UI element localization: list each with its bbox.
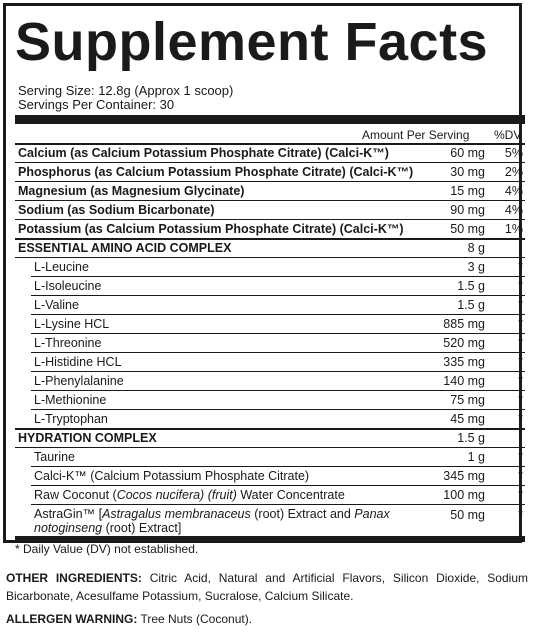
blend-amount: 1.5 g [457, 431, 485, 445]
nutrient-name: Potassium (as Calcium Potassium Phosphate Citrate) (Calci-K™) [18, 222, 404, 236]
ingredient-name: L-Methionine [34, 393, 107, 407]
ingredient-amount: 885 mg [443, 317, 485, 331]
ingredient-name: L-Isoleucine [34, 279, 102, 293]
ingredient-row [18, 277, 523, 296]
nutrient-row [18, 201, 523, 220]
ingredient-dv: * [518, 317, 523, 331]
nutrient-dv: 4% [504, 203, 523, 217]
ingredient-amount: 1.5 g [457, 298, 485, 312]
blend-name: HYDRATION COMPLEX [18, 431, 157, 445]
nutrient-amount: 15 mg [450, 184, 485, 198]
ingredient-amount: 75 mg [450, 393, 485, 407]
allergen-text: Tree Nuts (Coconut). [137, 612, 253, 626]
ingredient-dv: * [518, 355, 523, 369]
ingredient-row [18, 504, 523, 538]
ingredient-name: L-Valine [34, 298, 79, 312]
ingredient-amount: 3 g [467, 260, 485, 274]
ingredient-name: Calci-K™ (Calcium Potassium Phosphate Citrate) [34, 469, 310, 483]
supplement-facts-panel [3, 3, 522, 543]
nutrient-row [18, 144, 523, 163]
ingredient-name: L-Phenylalanine [34, 374, 124, 388]
ingredient-row [18, 353, 523, 372]
ingredient-row [18, 448, 523, 467]
ingredient-dv: * [518, 336, 523, 350]
amount-header: Amount Per Serving [362, 128, 470, 142]
nutrient-dv: 4% [504, 184, 523, 198]
ingredient-row [18, 258, 523, 277]
other-ingredients-text: Citric Acid, Natural and Artificial Flavors, Silicon Dioxide, Sodium Bicarbonate, Acesulfame Potassium, Sucralose, Calcium Silicate. [6, 571, 528, 603]
thick-divider [15, 115, 525, 124]
ingredient-row [18, 315, 523, 334]
serving-info [18, 84, 233, 112]
other-ingredients [6, 569, 528, 605]
ingredient-name: L-Tryptophan [34, 412, 108, 426]
ingredient-name: Raw Coconut (Cocos nucifera) (fruit) Water Concentrate [34, 488, 345, 502]
ingredient-amount: 1 g [467, 450, 485, 464]
dv-header: %DV [494, 128, 522, 142]
nutrient-dv: 5% [504, 146, 523, 160]
ingredient-amount: 520 mg [443, 336, 485, 350]
ingredient-dv: * [518, 298, 523, 312]
ingredient-dv: * [518, 260, 523, 274]
ingredient-row [18, 334, 523, 353]
blend-header-row [18, 239, 523, 258]
ingredient-dv: * [518, 412, 523, 426]
ingredient-amount: 50 mg [450, 508, 485, 522]
nutrient-row [18, 220, 523, 239]
ingredient-amount: 45 mg [450, 412, 485, 426]
nutrient-name: Calcium (as Calcium Potassium Phosphate Citrate) (Calci-K™) [18, 146, 389, 160]
nutrient-row [18, 182, 523, 201]
nutrient-name: Phosphorus (as Calcium Potassium Phosphate Citrate) (Calci-K™) [18, 165, 414, 179]
nutrient-amount: 30 mg [450, 165, 485, 179]
nutrient-name: Sodium (as Sodium Bicarbonate) [18, 203, 215, 217]
dv-footnote: * Daily Value (DV) not established. [15, 542, 199, 556]
other-ingredients-label: OTHER INGREDIENTS: [6, 571, 142, 585]
nutrient-amount: 60 mg [450, 146, 485, 160]
ingredient-dv: * [518, 279, 523, 293]
ingredient-row [18, 467, 523, 486]
allergen-label: ALLERGEN WARNING: [6, 612, 138, 626]
ingredient-name: Taurine [34, 450, 75, 464]
serving-size: Serving Size: 12.8g (Approx 1 scoop) [18, 83, 234, 98]
nutrient-name: Magnesium (as Magnesium Glycinate) [18, 184, 245, 198]
ingredient-name: L-Leucine [34, 260, 89, 274]
nutrient-dv: 1% [504, 222, 523, 236]
ingredient-amount: 1.5 g [457, 279, 485, 293]
ingredient-row [18, 372, 523, 391]
blend-amount: 8 g [467, 241, 485, 255]
ingredient-name: AstraGin™ [Astragalus membranaceus (root) Extract and Panax notoginseng (root) Extract] [34, 507, 390, 535]
ingredient-amount: 100 mg [443, 488, 485, 502]
ingredient-row [18, 410, 523, 429]
ingredient-row [18, 486, 523, 505]
panel-title: Supplement Facts [15, 12, 489, 72]
ingredient-dv: * [518, 393, 523, 407]
ingredient-dv: * [518, 469, 523, 483]
nutrient-row [18, 163, 523, 182]
ingredient-row [18, 391, 523, 410]
servings-per-container: Servings Per Container: 30 [18, 97, 175, 112]
ingredient-dv: * [518, 508, 523, 522]
ingredient-amount: 345 mg [443, 469, 485, 483]
ingredient-row [18, 296, 523, 315]
nutrient-dv: 2% [504, 165, 523, 179]
ingredient-amount: 140 mg [443, 374, 485, 388]
nutrient-amount: 90 mg [450, 203, 485, 217]
ingredient-name: L-Threonine [34, 336, 102, 350]
ingredient-dv: * [518, 374, 523, 388]
ingredient-name: L-Histidine HCL [34, 355, 122, 369]
ingredient-dv: * [518, 488, 523, 502]
ingredient-name: L-Lysine HCL [34, 317, 110, 331]
allergen-warning [6, 612, 252, 626]
nutrient-amount: 50 mg [450, 222, 485, 236]
blend-name: ESSENTIAL AMINO ACID COMPLEX [18, 241, 232, 255]
ingredient-dv: * [518, 450, 523, 464]
ingredient-amount: 335 mg [443, 355, 485, 369]
blend-header-row [18, 429, 523, 448]
